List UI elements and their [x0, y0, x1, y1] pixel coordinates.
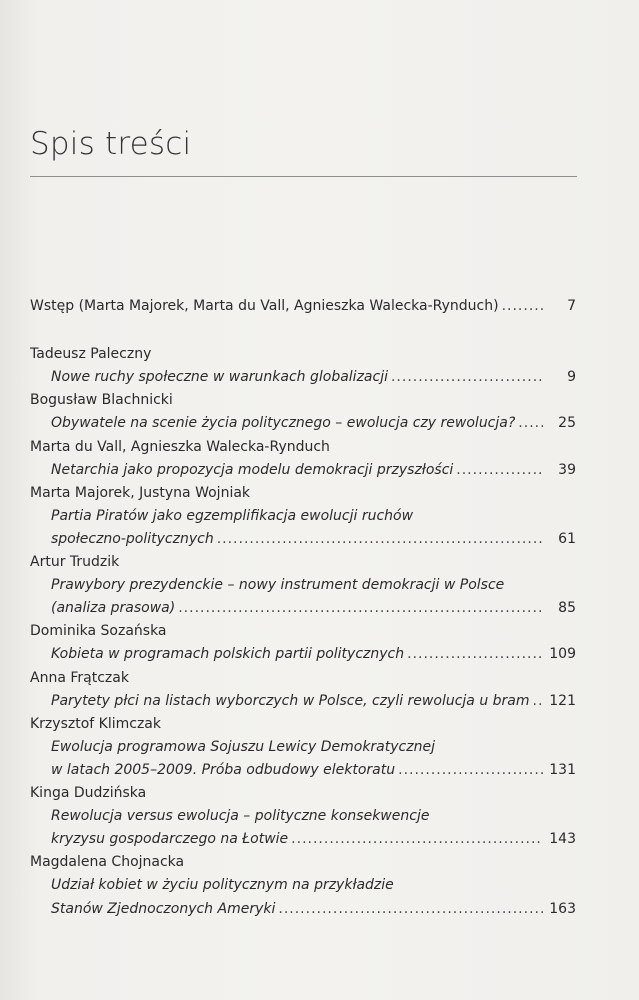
toc-author [30, 712, 576, 736]
toc-entry-title: społeczno-politycznych [51, 530, 214, 547]
toc-entry-title: Obywatele na scenie życia politycznego – ewolucja czy rewolucja? [51, 415, 516, 432]
toc-entry-title: Partia Piratów jako egzemplifikacja ewolucji ruchów [51, 507, 414, 524]
toc-entry-title: Ewolucja programowa Sojuszu Lewicy Demokratycznej [51, 738, 435, 755]
toc-page-number: 7 [567, 298, 576, 314]
toc-author [30, 435, 576, 459]
toc-entry-line [51, 827, 576, 851]
toc-author-text: Kinga Dudzińska [30, 785, 147, 801]
toc-author [30, 342, 576, 366]
toc-entry-line [51, 735, 576, 759]
toc-page-number: 61 [558, 530, 576, 547]
toc-entry-title: Rewolucja versus ewolucja – polityczne konsekwencje [51, 808, 430, 825]
toc-author-text: Marta du Vall, Agnieszka Walecka-Rynduch [30, 438, 330, 455]
toc-entry-title: Parytety płci na listach wyborczych w Polsce, czyli rewolucja u bram [51, 692, 530, 709]
toc-entry-line [51, 804, 576, 828]
toc-page-number: 163 [549, 900, 576, 917]
toc-author-text: Tadeusz Paleczny [30, 346, 152, 363]
toc-author [30, 550, 576, 574]
toc-entry-line [51, 873, 576, 897]
toc-entry-line [51, 758, 576, 782]
toc-author [30, 781, 576, 805]
dot-leader [398, 758, 543, 782]
toc-entry-title: Netarchia jako propozycja modelu demokracji przyszłości [51, 461, 454, 478]
toc-page-number: 109 [549, 646, 576, 663]
dot-leader [456, 458, 543, 482]
toc-page-number: 9 [567, 369, 576, 386]
dot-leader [518, 411, 543, 435]
dot-leader [407, 642, 543, 666]
toc-author-text: Artur Trudzik [30, 554, 120, 570]
toc-author [30, 388, 576, 412]
toc-author-text: Bogusław Blachnicki [30, 392, 173, 409]
dot-leader [391, 365, 543, 389]
toc-author [30, 481, 576, 505]
toc-entry-title: Prawybory prezydenckie – nowy instrument demokracji w Polsce [51, 577, 505, 594]
toc-page-number: 121 [549, 692, 576, 709]
toc-entry-line [51, 458, 576, 482]
dot-leader [291, 827, 543, 851]
toc-author-text: Krzysztof Klimczak [30, 715, 161, 732]
page-title: Spis treści [30, 126, 192, 162]
toc-entry-line [51, 411, 576, 435]
dot-leader [533, 689, 543, 713]
toc-entry-line [30, 294, 576, 318]
toc-entry-title: (analiza prasowa) [51, 600, 176, 617]
toc-entry-line [51, 596, 576, 620]
toc-author-text: Marta Majorek, Justyna Wojniak [30, 484, 251, 501]
toc-author [30, 619, 576, 643]
toc-entry-line [51, 897, 576, 921]
toc-entry-title: Udział kobiet w życiu politycznym na przykładzie [51, 877, 394, 894]
toc-entry-line [51, 365, 576, 389]
toc-page-number: 131 [549, 761, 576, 778]
toc-page-number: 85 [558, 600, 576, 617]
dot-leader [178, 596, 543, 620]
toc-entry-line [51, 527, 576, 551]
toc-page-number: 39 [558, 461, 576, 478]
toc-entry-title: Nowe ruchy społeczne w warunkach globalizacji [51, 369, 388, 386]
toc-page-number: 143 [549, 831, 576, 848]
toc-author [30, 666, 576, 690]
toc-entry-title: Stanów Zjednoczonych Ameryki [51, 900, 276, 917]
toc-entry-line [51, 504, 576, 528]
toc-entry-line [51, 573, 576, 597]
toc-author [30, 850, 576, 874]
toc-page-number: 25 [558, 415, 576, 432]
toc-author-text: Magdalena Chojnacka [30, 854, 185, 871]
toc-author-text: Dominika Sozańska [30, 623, 167, 640]
toc-entry-title: w latach 2005–2009. Próba odbudowy elektoratu [51, 761, 396, 778]
toc-entry-title: kryzysu gospodarczego na Łotwie [51, 831, 289, 848]
dot-leader [502, 294, 543, 318]
toc-entry-line [51, 689, 576, 713]
toc-entry-title: Wstęp (Marta Majorek, Marta du Vall, Agnieszka Walecka-Rynduch) [30, 298, 499, 314]
toc-entry-title: Kobieta w programach polskich partii politycznych [51, 646, 405, 663]
toc-author-text: Anna Frątczak [30, 669, 129, 686]
toc-entry-line [51, 642, 576, 666]
dot-leader [217, 527, 543, 551]
dot-leader [278, 897, 543, 921]
